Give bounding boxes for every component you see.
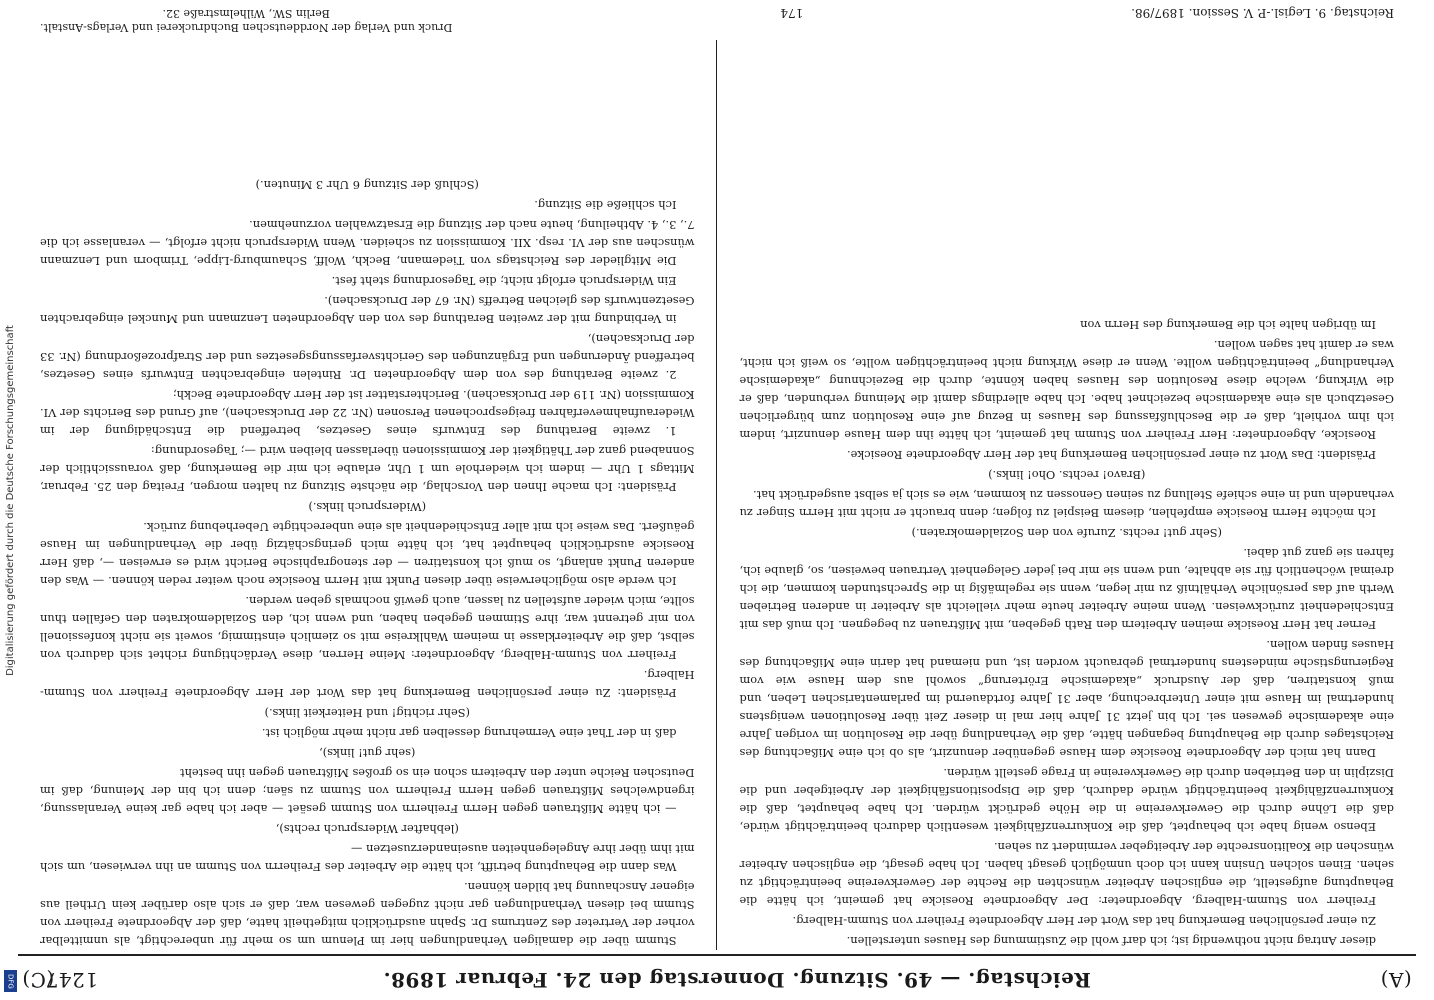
right-column bbox=[18, 40, 717, 950]
left-column-paragraph: Im übrigen halte ich die Bemerkung des Herrn von bbox=[1080, 318, 1376, 332]
page-footer bbox=[40, 6, 1394, 36]
right-column-paragraph: — ich hätte Mißtrauen gegen Herrn Freiherrn von Stumm gesäet — aber ich habe gar keine Veranlassung, irgendwelches Mißtrauen gegen Herrn Freiherrn von Stumm zu säen; denn ich bin der Meinung, daß im Deutschen Reiche unter den Arbeitern schon ein so großes Mißtrauen gegen ihn besteht bbox=[40, 766, 695, 816]
digitization-credit-text: Digitalisierung gefördert durch die Deutsche Forschungsgemeinschaft bbox=[4, 324, 16, 676]
right-column-paragraph: Ich schließe die Sitzung. bbox=[534, 198, 677, 212]
left-column-paragraph: Ich möchte Herrn Roesicke empfehlen, diesem Beispiel zu folgen; denn braucht er nicht mit Herrn Singer zu verhandeln und in eine schiefe Stellung zu seinen Genossen zu kommen, wie es sich ja selbst ausgedrückt hat. bbox=[739, 488, 1394, 520]
left-column-paragraph: Zu einer persönlichen Bemerkung hat das Wort der Herr Abgeordnete Freiherr von Stumm-Halberg. bbox=[792, 914, 1376, 928]
page-number-top: 1247 bbox=[45, 968, 98, 992]
right-column-paragraph: Was dann die Behauptung betrifft, ich hätte die Arbeiter des Freiherrn von Stumm an ihn verwiesen, um sich mit ihm über ihre Angelegenheiten auseinanderzusetzen — bbox=[40, 842, 695, 874]
left-column-paragraph: (Bravo! rechts. Oho! links.) bbox=[988, 468, 1146, 482]
header-rule bbox=[18, 954, 1416, 956]
right-column-paragraph: (Sehr richtig! und Heiterkeit links.) bbox=[264, 706, 470, 720]
right-column-paragraph: daß in der That eine Vermehrung desselben gar nicht mehr möglich ist. bbox=[261, 726, 677, 740]
right-column-paragraph: Ich werde also möglicherweise über diesen Punkt mit Herrn Roesicke noch weiter reden können. — Was den anderen Punkt anlangt, so muß ich konstatiren — der stenographische Bericht wird es erweisen —, daß Herr Roesicke ausdrücklich behauptet hat, ich hätte mich geringschätzig über die Verhandlungen im Hause geäußert. Das weise ich mit aller Entschiedenheit als eine unberechtigte Ueberhebung zurück. bbox=[40, 520, 695, 588]
right-column-paragraph: (lebhafter Widerspruch rechts), bbox=[275, 822, 459, 836]
right-column-paragraph: 1. zweite Berathung des Entwurfs eines Gesetzes, betreffend die Entschädigung der im Wiederaufnahmeverfahren freigesprochenen Personen (Nr. 22 der Drucksachen), auf Grund des Berichts der VI. Kommission (Nr. 119 der Drucksachen). Berichterstatter ist der Herr Abgeordnete Beckh; bbox=[40, 388, 695, 438]
left-column-paragraph: Freiherr von Stumm-Halberg, Abgeordneter: Der Abgeordnete Roesicke hat gemeint, ich hätte die Behauptung aufgestellt, die englischen Arbeiter wünschten die Rechte der Gewerkvereine beeinträchtigt zu sehen. Einen solchen Unsinn kann ich doch unmöglich gesagt haben. Ich habe gesagt, die englischen Arbeiter wünschen die Koalitionsrechte der Arbeitgeber vermindert zu sehen. bbox=[739, 840, 1394, 908]
page-header bbox=[18, 960, 1416, 1000]
right-column-paragraph: in Verbindung mit der zweiten Berathung des von den Abgeordneten Lenzmann und Munckel eingebrachten Gesetzentwurfs des gleichen Betreffs (Nr. 67 der Drucksachen). bbox=[40, 294, 695, 326]
right-column-paragraph: Die Mitglieder des Reichstags von Tiedemann, Beckh, Wolff, Schaumburg-Lippe, Trimborn und Lenzmann wünschen aus der VI. resp. XII. Kommission zu scheiden. Wenn Widerspruch nicht erfolgt, — veranlasse ich die 7., 3., 4. Abtheilung, heute nach der Sitzung die Ersatzwahlen vorzunehmen. bbox=[40, 218, 695, 268]
footer-printer-line2: Berlin SW., Wilhelmstraße 32. bbox=[162, 7, 330, 20]
left-column-paragraph: (Sehr gut! rechts. Zurufe von den Sozialdemokraten.) bbox=[911, 526, 1222, 540]
footer-printer bbox=[40, 6, 452, 34]
left-column-paragraph: Dann hat mich der Abgeordnete Roesicke dem Hause gegenüber denunzirt, als ob ich eine Mißachtung des Reichstages durch die Behauptung begangen hätte, daß die Verhandlung über die Resolution im vorigen Jahre eine akademische gewesen sei. Ich bin jetzt 31 Jahre hier mal in dieser Zeit über Resolutionen wenigstens hundertmal im Hause mit einer Unterbrechung, aber 31 Jahre fortdauernd im parlamentarischen Leben, und muß konstatiren, daß der Ausdruck „akademische Erörterung“ sowohl aus dem Hause wie vom Regierungstische mindestens hundertmal gebraucht worden ist, und niemand hat darin eine Mißachtung des Hauses finden wollen. bbox=[739, 638, 1394, 760]
text-columns bbox=[18, 40, 1416, 950]
left-column-paragraph: Präsident: Das Wort zu einer persönlichen Bemerkung hat der Herr Abgeordnete Roesicke. bbox=[847, 448, 1376, 462]
right-column-paragraph: (Schluß der Sitzung 6 Uhr 3 Minuten.) bbox=[255, 178, 479, 192]
footer-page-number: 174 bbox=[780, 6, 804, 20]
left-column bbox=[718, 40, 1417, 950]
right-column-paragraph: 2. zweite Berathung des von dem Abgeordneten Dr. Rintelen eingebrachten Entwurfs eines Gesetzes, betreffend Änderungen und Ergänzungen des Gerichtsverfassungsgesetzes und der Strafprozeßordnung (Nr. 33 der Drucksachen), bbox=[40, 332, 695, 382]
right-column-paragraph: Freiherr von Stumm-Halberg, Abgeordneter: Meine Herren, diese Verdächtigung richtet sich dadurch von selbst, daß die Arbeiterklasse in meinem Wahlkreise mit so ziemlich einstimmig, soweit sie nicht konfessionell von mir getrennt war, ihre Stimmen gegeben haben, und wenn ich, den Sozialdemokraten den Gefallen thun sollte, mich wieder aufstellen zu lassen, auch gewiß nochmals geben werden. bbox=[40, 594, 695, 662]
right-column-paragraph: (Widerspruch links.) bbox=[308, 500, 427, 514]
right-column-paragraph: Stumm über die damaligen Verhandlungen hier im Plenum um so mehr für unberechtigt, als unmittelbar vorher der Vertreter des Zentrums Dr. Spahn ausdrücklich mitgetheilt hatte, daß der Abgeordnete Freiherr von Stumm bei diesen Verhandlungen gar nicht zugegen gewesen war, daß er sich also darüber kein Urtheil aus eigener Anschauung hat bilden können. bbox=[40, 880, 695, 948]
rotated-page-content bbox=[18, 0, 1416, 1000]
column-divider bbox=[717, 40, 718, 950]
left-column-paragraph: Ferner hat Herr Roesicke meinen Arbeitern den Rath gegeben, mit Mißtrauen zu begegnen. Ich muß das mit Entschiedenheit zurückweisen. Wenn meine Arbeiter heute mehr vielleicht als Arbeiter in anderen Betrieben Werth auf das persönliche Verhältniß zu mir legen, wenn sie regelmäßig in die Sprechstunden kommen, die ich dreimal wöchentlich für sie abhalte, und wenn sie mir bei jeder Gelegenheit Vertrauen beweisen, so, glaube ich, fahren sie ganz gut dabei. bbox=[739, 546, 1394, 632]
left-column-paragraph: Roesicke, Abgeordneter: Herr Freiherr von Stumm hat gemeint, ich hätte ihn dem Hause denunzirt, indem ich ihm vorhielt, daß er die Beschlußfassung des Hauses in Bezug auf eine Resolution zum bürgerlichen Gesetzbuch als eine akademische bezeichnet habe. Ich habe allerdings damit die Meinung verbunden, daß er die Wirkung, welche diese Resolution des Hauses haben könnte, durch die Bezeichnung „akademische Verhandlung“ beeinträchtigen wollte. Wenn er diese Wirkung nicht beeinträchtigen wollte, so weiß ich nicht, was er damit hat sagen wollen. bbox=[739, 338, 1394, 442]
digitization-credit bbox=[0, 0, 20, 1000]
right-column-paragraph: Ein Widerspruch erfolgt nicht; die Tagesordnung steht fest. bbox=[331, 274, 677, 288]
right-column-paragraph: Präsident: Ich mache Ihnen den Vorschlag, die nächste Sitzung zu halten morgen, Freitag den 25. Februar, Mittags 1 Uhr — indem ich wiederhole um 1 Uhr, erlaube ich mir die Bemerkung, daß voraussichtlich der Sonnabend ganz der Thätigkeit der Kommissionen überlassen bleiben wird —; Tagesordnung: bbox=[40, 444, 695, 494]
footer-session: Reichstag. 9. Legisl.-P. V. Session. 1897/98. bbox=[1131, 6, 1394, 20]
left-column-paragraph: Ebenso wenig habe ich behauptet, daß die Konkurrenzfähigkeit wesentlich dadurch beeinträchtigt würde, daß die Löhne durch die Gewerkvereine in die Höhe gedrückt würden. Ich habe behauptet, daß die Konkurrenzfähigkeit beeinträchtigt würde dadurch, daß die Dispositionsfähigkeit der Arbeitgeber und die Disziplin in den Betrieben durch die Gewerkvereine in Frage gestellt würden. bbox=[739, 766, 1394, 834]
margin-mark-a: (A) bbox=[1380, 968, 1412, 992]
footer-printer-line1: Druck und Verlag der Norddeutschen Buchdruckerei und Verlags-Anstalt. bbox=[40, 21, 453, 34]
page-title: Reichstag. — 49. Sitzung. Donnerstag den 24. Februar 1898. bbox=[383, 968, 1091, 992]
left-column-paragraph: dieser Antrag nicht nothwendig ist; ich darf wohl die Zustimmung des Hauses unterstellen. bbox=[846, 934, 1376, 948]
right-column-paragraph: Präsident: Zu einer persönlichen Bemerkung hat das Wort der Herr Abgeordnete Freiherr von Stumm-Halberg. bbox=[40, 668, 695, 700]
dfg-logo: DFG bbox=[4, 970, 17, 992]
margin-mark-c: (C) bbox=[21, 968, 55, 992]
right-column-paragraph: (sehr gut! links), bbox=[319, 746, 416, 760]
